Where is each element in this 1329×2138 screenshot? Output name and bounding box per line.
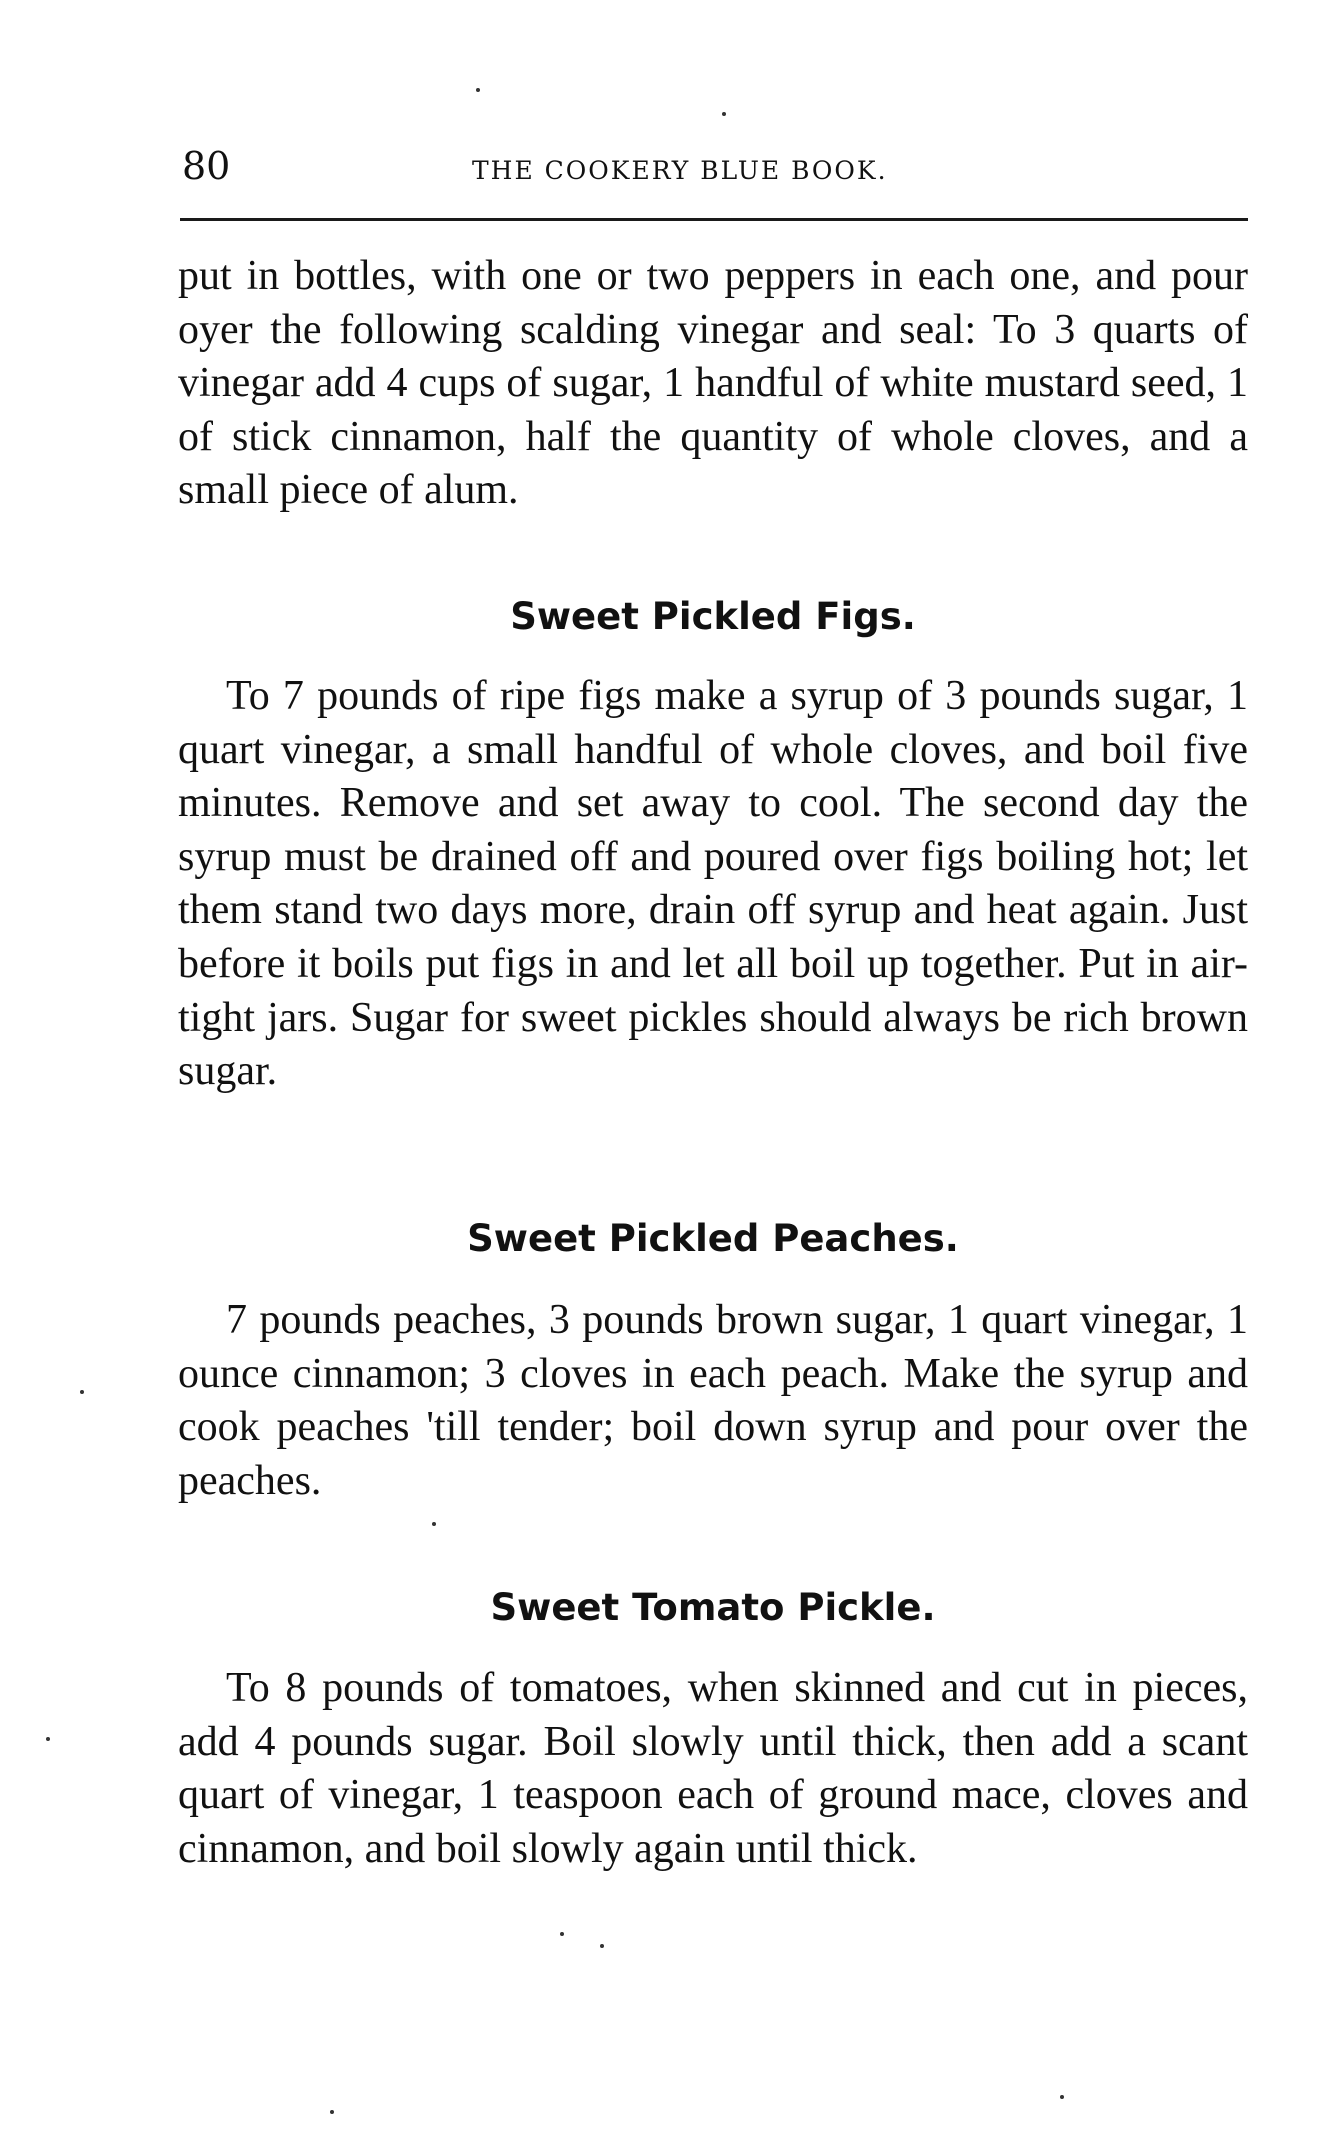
recipe-text-figs: To 7 pounds of ripe figs make a syrup of 3 pounds sugar, 1 quart vinegar, a small handful of whole cloves, and boil five minutes. Remove and set away to cool. The second day the syrup must be drained off and poured over figs boiling hot; let them stand two days more, drain off syrup and heat again. Just before it boils put figs in and let all boil up together. Put in air-tight jars. Sugar for sweet pickles should always be rich brown sugar.: [178, 673, 1248, 1095]
paper-speck: [1060, 2095, 1064, 2099]
page-number: 80: [182, 144, 231, 188]
recipe-title-figs: Sweet Pickled Figs.: [510, 595, 916, 638]
paper-speck: [600, 1944, 604, 1948]
paper-speck: [722, 112, 726, 116]
recipe-title-peaches: Sweet Pickled Peaches.: [467, 1217, 959, 1260]
paper-speck: [476, 88, 480, 92]
continuation-paragraph: put in bottles, with one or two peppers in each one, and pour oyer the following scalding vinegar and seal: To 3 quarts of vinegar add 4 cups of sugar, 1 handful of white mustard seed, 1 of stick cinnamon, half the quantity of whole cloves, and a small piece of alum.: [178, 253, 1248, 514]
paper-speck: [432, 1522, 436, 1526]
running-head: [178, 130, 1248, 188]
book-page: [178, 130, 1248, 1872]
header-rule: [180, 218, 1248, 221]
paper-speck: [560, 1932, 564, 1936]
recipe-text-peaches: 7 pounds peaches, 3 pounds brown sugar, 1 quart vinegar, 1 ounce cinnamon; 3 cloves in each peach. Make the syrup and cook peaches 'till tender; boil down syrup and pour over the peaches.: [178, 1297, 1248, 1504]
recipe-title-tomato: Sweet Tomato Pickle.: [490, 1586, 936, 1629]
paper-speck: [46, 1737, 50, 1741]
book-title: THE COOKERY BLUE BOOK.: [472, 156, 888, 185]
recipe-text-tomato: To 8 pounds of tomatoes, when skinned and cut in pieces, add 4 pounds sugar. Boil slowly until thick, then add a scant quart of vinegar, 1 teaspoon each of ground mace, cloves and cinnamon, and boil slowly again until thick.: [178, 1665, 1248, 1872]
paper-speck: [330, 2110, 334, 2114]
paper-speck: [80, 1390, 84, 1394]
